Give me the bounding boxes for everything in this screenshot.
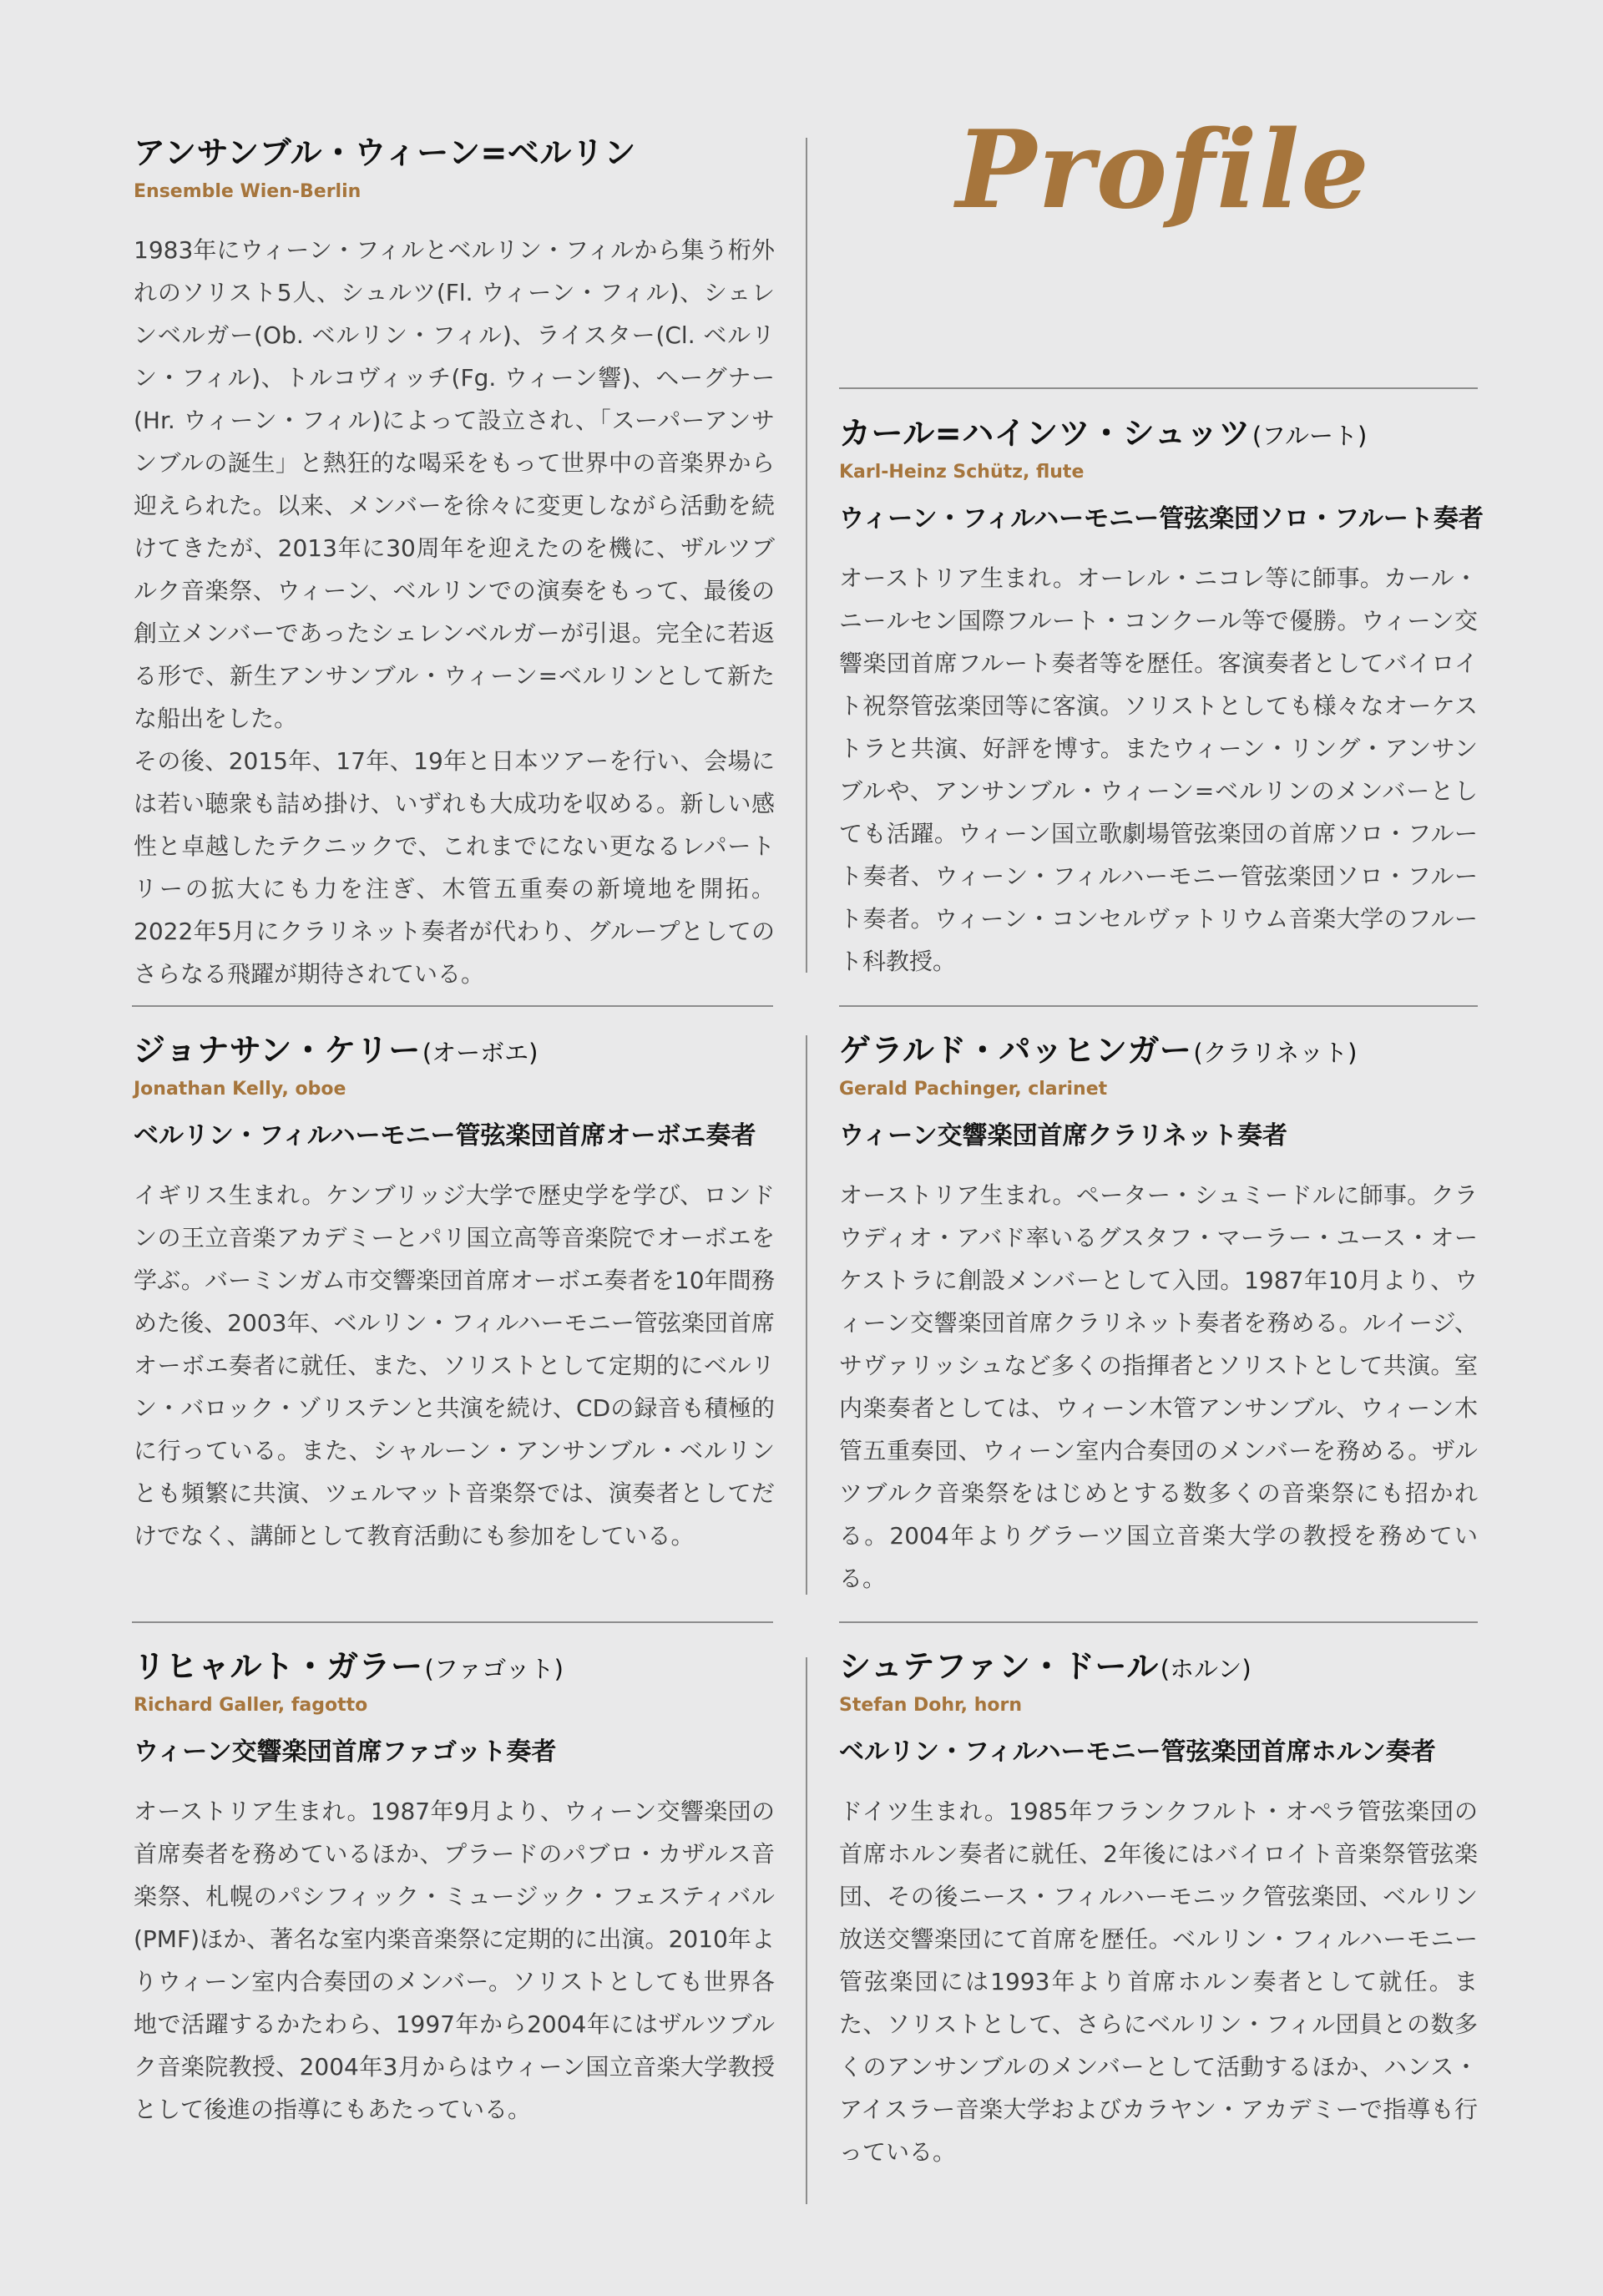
column-divider <box>806 1035 807 1595</box>
ensemble-profile <box>134 134 775 995</box>
ensemble-bio-paragraph: その後、2015年、17年、19年と日本ツアーを行い、会場には若い聴衆も詰め掛け、いずれも大成功を収める。新しい感性と卓越したテクニックで、これまでにない更なるレパートリーの拡大にも力を注ぎ、木管五重奏の新境地を開拓。2022年5月にクラリネット奏者が代わり、グループとしてのさらなる飛躍が期待されている。 <box>134 747 775 989</box>
section-divider <box>132 1005 773 1007</box>
ensemble-roman-name: Ensemble Wien-Berlin <box>134 180 362 202</box>
ensemble-bio <box>134 229 775 995</box>
member-roman-name: Karl-Heinz Schütz, flute <box>839 461 1085 483</box>
member-bio: オーストリア生まれ。ペーター・シュミードルに師事。クラウディオ・アバド率いるグスタフ・マーラー・ユース・オーケストラに創設メンバーとして入団。1987年10月より、ウィーン交響楽団首席クラリネット奏者を務める。ルイージ、サヴァリッシュなど多くの指揮者とソリストとして共演。室内楽奏者としては、ウィーン木管アンサンブル、ウィーン木管五重奏団、ウィーン室内合奏団のメンバーを務める。ザルツブルク音楽祭をはじめとする数多くの音楽祭にも招かれる。2004年よりグラーツ国立音楽大学の教授を務めている。 <box>839 1181 1478 1593</box>
member-roman-name: Stefan Dohr, horn <box>839 1694 1022 1716</box>
member-position: ベルリン・フィルハーモニー管弦楽団首席ホルン奏者 <box>839 1737 1436 1768</box>
member-profile-kelly <box>134 1031 775 1557</box>
member-instrument: (オーボエ) <box>422 1039 539 1067</box>
member-bio: ドイツ生まれ。1985年フランクフルト・オペラ管弦楽団の首席ホルン奏者に就任、2年後にはバイロイト音楽祭管弦楽団、その後ニース・フィルハーモニック管弦楽団、ベルリン放送交響楽団にて首席を歴任。ベルリン・フィルハーモニー管弦楽団には1993年より首席ホルン奏者として就任。また、ソリストとして、さらにベルリン・フィル団員との数多くのアンサンブルのメンバーとして活動するほか、ハンス・アイスラー音楽大学およびカラヤン・アカデミーで指導も行っている。 <box>839 1798 1478 2167</box>
member-profile-dohr <box>839 1647 1478 2173</box>
section-divider <box>839 387 1478 389</box>
member-position: ベルリン・フィルハーモニー管弦楽団首席オーボエ奏者 <box>134 1121 756 1151</box>
ensemble-bio-paragraph: 1983年にウィーン・フィルとベルリン・フィルから集う桁外れのソリスト5人、シュルツ(Fl. ウィーン・フィル)、シェレンベルガー(Ob. ベルリン・フィル)、ライスター(Cl. ベルリン・フィル)、トルコヴィッチ(Fg. ウィーン響)、ヘーグナー(Hr. ウィーン・フィル)によって設立され、「スーパーアンサンブルの誕生」と熱狂的な喝采をもって世界中の音楽界から迎えられた。以来、メンバーを徐々に変更しながら活動を続けてきたが、2013年に30周年を迎えたのを機に、ザルツブルク音楽祭、ウィーン、ベルリンでの演奏をもって、最後の創立メンバーであったシェレンベルガーが引退。完全に若返る形で、新生アンサンブル・ウィーン=ベルリンとして新たな船出をした。 <box>134 236 775 733</box>
member-position: ウィーン交響楽団首席ファゴット奏者 <box>134 1737 557 1768</box>
member-name: リヒャルト・ガラー(ファゴット) <box>134 1648 564 1685</box>
member-bio: オーストリア生まれ。1987年9月より、ウィーン交響楽団の首席奏者を務めているほか、プラードのパブロ・カザルス音楽祭、札幌のパシフィック・ミュージック・フェスティバル(PMF)ほか、著名な室内楽音楽祭に定期的に出演。2010年よりウィーン室内合奏団のメンバー。ソリストとしても世界各地で活躍するかたわら、1997年から2004年にはザルツブルク音楽院教授、2004年3月からはウィーン国立音楽大学教授として後進の指導にもあたっている。 <box>134 1798 775 2124</box>
member-instrument: (ホルン) <box>1160 1655 1252 1683</box>
member-position: ウィーン・フィルハーモニー管弦楽団ソロ・フルート奏者 <box>839 504 1484 534</box>
section-divider <box>132 1621 773 1623</box>
member-profile-galler <box>134 1647 775 2131</box>
ensemble-name: アンサンブル・ウィーン=ベルリン <box>134 134 636 171</box>
column-divider <box>806 138 807 973</box>
section-divider <box>839 1005 1478 1007</box>
member-instrument: (ファゴット) <box>424 1655 564 1683</box>
member-profile-schutz <box>839 414 1484 983</box>
member-instrument: (フルート) <box>1252 422 1368 450</box>
member-bio: イギリス生まれ。ケンブリッジ大学で歴史学を学び、ロンドンの王立音楽アカデミーとパリ国立高等音楽院でオーボエを学ぶ。バーミンガム市交響楽団首席オーボエ奏者を10年間務めた後、2003年、ベルリン・フィルハーモニー管弦楽団首席オーボエ奏者に就任、また、ソリストとして定期的にベルリン・バロック・ゾリステンと共演を続け、CDの録音も積極的に行っている。また、シャルーン・アンサンブル・ベルリンとも頻繁に共演、ツェルマット音楽祭では、演奏者としてだけでなく、講師として教育活動にも参加をしている。 <box>134 1181 775 1550</box>
member-roman-name: Gerald Pachinger, clarinet <box>839 1078 1108 1100</box>
member-name: ゲラルド・パッヒンガー(クラリネット) <box>839 1032 1358 1069</box>
member-name: シュテファン・ドール(ホルン) <box>839 1648 1252 1685</box>
profile-heading: Profile <box>956 108 1371 233</box>
column-divider <box>806 1657 807 2204</box>
member-roman-name: Richard Galler, fagotto <box>134 1694 368 1716</box>
member-bio: オーストリア生まれ。オーレル・ニコレ等に師事。カール・ニールセン国際フルート・コンクール等で優勝。ウィーン交響楽団首席フルート奏者等を歴任。客演奏者としてバイロイト祝祭管弦楽団等に客演。ソリストとしても様々なオーケストラと共演、好評を博す。またウィーン・リング・アンサンブルや、アンサンブル・ウィーン=ベルリンのメンバーとしても活躍。ウィーン国立歌劇場管弦楽団の首席ソロ・フルート奏者、ウィーン・フィルハーモニー管弦楽団ソロ・フルート奏者。ウィーン・コンセルヴァトリウム音楽大学のフルート科教授。 <box>839 564 1478 976</box>
member-profile-pachinger <box>839 1031 1478 1600</box>
member-instrument: (クラリネット) <box>1193 1039 1358 1067</box>
section-divider <box>839 1621 1478 1623</box>
member-name: ジョナサン・ケリー(オーボエ) <box>134 1032 539 1069</box>
member-position: ウィーン交響楽団首席クラリネット奏者 <box>839 1121 1287 1151</box>
member-roman-name: Jonathan Kelly, oboe <box>134 1078 346 1100</box>
member-name: カール=ハインツ・シュッツ(フルート) <box>839 415 1368 452</box>
